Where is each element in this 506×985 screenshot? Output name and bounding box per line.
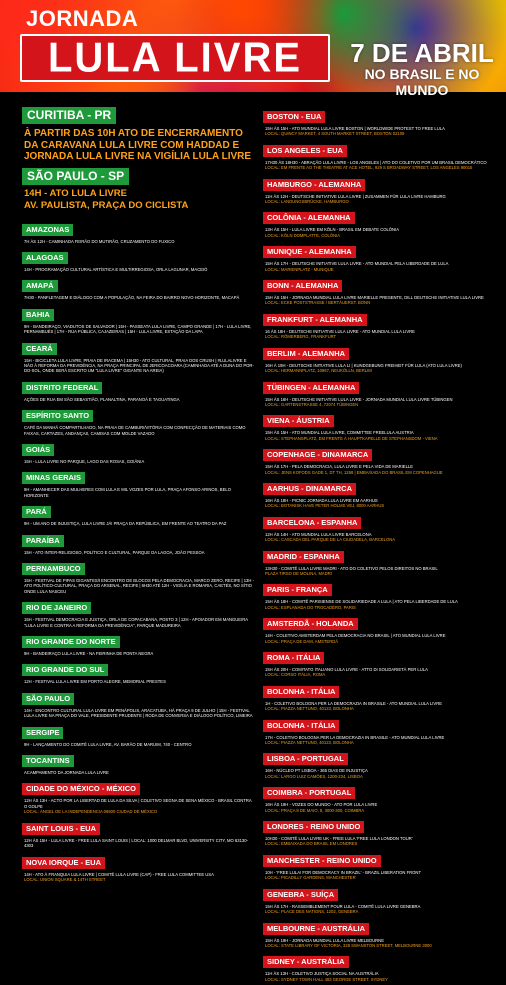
event-text: 9H - BANDEIRAÇO LULA LIVRE - NA FEIRINHA DE PONTA NEGRA <box>24 651 154 657</box>
main-title: LULA LIVRE <box>47 34 303 81</box>
event-text: 14H - PROGRAMAÇÃO CULTURAL ARTÍSTICA E MULTIRREGIOSA, ORLA LAGUNAR, MACEIÓ <box>24 266 208 272</box>
event-text: 16 ÀS 18H - DEUTSCHE INITIATIVE LULA LIVRE - ATO MUNDIAL LULA LIVRE <box>265 328 415 334</box>
event-text: 13H ÀS 15H - LULA LIVRE EM KÖLN - BRASIL EM DEBATE COLÔNIA <box>265 227 400 233</box>
location-label: COIMBRA - PORTUGAL <box>263 787 355 799</box>
event-location: LOCAL: ECKE POSTSTRASSE / BERTÄUERST. BONN <box>265 300 371 306</box>
event-section <box>263 478 501 509</box>
location-label: MELBOURNE - AUSTRÁLIA <box>263 923 369 935</box>
event-text: AÇÕES DE RUA EM SÃO SEBASTIÃO, PLANALTINA, PARANOÁ E TAGUATINGA <box>24 396 180 402</box>
location-label: PERNAMBUCO <box>22 563 85 575</box>
event-section <box>22 778 254 814</box>
location-label: BERLIM - ALEMANHA <box>263 348 349 360</box>
event-location: LOCAL: JENS KOFODS GADE 1, DT TH, 1268 | EMBAIXADA DO BRASIL EM COPENHAGUE <box>265 469 443 475</box>
event-text: 15H ÀS 17H - DEUTSCHE INITIATIVE LULA LIVRE - ATO MUNDIAL PELA LIBERDADE DE LULA <box>265 261 449 267</box>
location-label: SERGIPE <box>22 727 63 739</box>
event-location: LOCAL: HERMANNPLATZ, 10967, NEUKÖLLN, BERLIM <box>265 368 372 374</box>
event-location: LOCAL: PICADILLY GARDENS, MANCHESTER <box>265 875 356 881</box>
location-label: TÜBINGEN - ALEMANHA <box>263 382 359 394</box>
event-section <box>263 748 501 779</box>
event-section <box>263 106 501 137</box>
event-text: 12H ÀS 15H - LULA LIVRE - FREE LULA SAINT LOUIS | LOCAL: 1000 DELMAR BLVD, UNIVERSITY CITY, MO 63130-4303 <box>24 837 248 849</box>
event-text: 11H ÀS 12H - DEUTSCHE INITIATIVE LULA LIVRE | ZUSAMMEN FÜR LULA LIVRE HAMBURG <box>265 193 446 199</box>
event-section <box>22 219 254 244</box>
event-location: LOCAL: LARGO LUIZ CAMÕES, 1200-234, LISBOA <box>265 773 363 779</box>
event-section <box>263 951 501 982</box>
event-section <box>22 818 254 849</box>
event-location: LOCAL: QUINCY MARKET, 4 SOUTH MARKET STREET, BOSTON 02109 <box>265 131 405 137</box>
event-location: LOCAL: LANDUNGSBRÜCKE, HAMBURGO <box>265 199 349 205</box>
event-text: 15H ÀS 17H - PELA DEMOCRACIA, LULA LIVRE E PELA VIDA DE MARIELLE <box>265 464 414 470</box>
event-text: 15H - ATO INTER-RELIGIOSO, POLÍTICO E CULTURAL, PARQUE DA LAGOA, JOÃO PESSOA <box>24 549 205 555</box>
event-text: ACAMPAMENTO DA JORNADA LULA LIVRE <box>24 770 109 776</box>
event-section <box>22 467 254 498</box>
featured-text: À PARTIR DAS 10H ATO DE ENCERRAMENTO DA CARAVANA LULA LIVRE COM HADDAD E JORNADA LULA LIVRE NA VIGÍLIA LULA LIVRE <box>24 128 252 162</box>
event-section <box>22 439 254 464</box>
event-section <box>22 659 254 684</box>
left-event-list <box>22 219 254 883</box>
event-section <box>263 343 501 374</box>
event-text: 15H - FESTIVAL DEMOCRACIA E JUSTIÇA, ORLA DE COPACABANA, POSTO 3 | 12H - APOIADOR EM MANGUEIRA "LULA LIVRE E CONTRA A REFORMA DA PREVIDÊNCIA", PARQUE MADUREIRA <box>24 617 248 628</box>
event-location: LOCAL: RÖMERBERG, FRANKFURT <box>265 334 337 340</box>
event-text: 13H30 - COMITÊ LULA LIVRE MADRI - ATO DO COLETIVO PELOS DIREITOS NO BRASIL <box>265 565 438 571</box>
location-label: VIENA - ÁUSTRIA <box>263 415 334 427</box>
event-text: 15H ÀS 15H - ATO MUNDIAL LULA LIVRE, COMMITTEE FREELULA AUSTRIA <box>265 430 414 436</box>
event-text: 9H - BANDEIRAÇO, VIADUTOS DE SALVADOR | 15H - PASSEATA LULA LIVRE, CAMPO GRANDE | 17H - LULA LIVRE, PERNAMBUÉS | 17H - RUA PÚBLICA, CAJAZEIRAS | 15H - LULA LIVRE, ESTAÇÃO DA LAPA <box>24 323 252 335</box>
location-label: GOIÁS <box>22 444 54 456</box>
event-section <box>263 410 501 441</box>
event-text: 15H ÀS 19H - JORNADA MUNDIAL LULA LIVRE MELBOURNE <box>265 937 384 943</box>
event-text: 17H30 ÀS 18H30 - ABRAÇÃO LULA LIVRE - LOS ANGELES | ATO DO COLETIVO POR UM BRASIL DEMOCRÁTICO <box>265 159 487 165</box>
featured-sao-paulo <box>22 167 254 211</box>
location-label: FRANKFURT - ALEMANHA <box>263 314 367 326</box>
location-label: AARHUS - DINAMARCA <box>263 483 356 495</box>
column-right <box>263 106 501 985</box>
event-section <box>263 546 501 577</box>
featured-text: 14H - ATO LULA LIVRE <box>24 187 127 199</box>
location-label: CIDADE DO MÉXICO - MÉXICO <box>22 783 140 795</box>
location-label: ROMA - ITÁLIA <box>263 652 324 664</box>
event-location: LOCAL: EM FRENTE AO THE THEATRE AT ACE HOTEL, 929 S BROADWAY STREET, LOS ANGELES 90015 <box>265 165 473 171</box>
event-section <box>263 647 501 678</box>
event-text: 7H ÀS 12H - CAMINHADA FEIRÃO DO MUTIRÃO, CRUZAMENTO DO FUXICO <box>24 238 175 244</box>
jornada-label: JORNADA <box>26 6 139 31</box>
event-text: 15H ÀS 16H - DEUTSCHE INITIATIVE LULA LIVRE - JORNADA MUNDIAL LULA LIVRE TÜBINGEN <box>265 396 453 402</box>
event-text: 16H À 19H - DEUTSCHE INITIATIVE LULA LI | KUNDGEBUNG FREIHEIT FÜR LULA (ATO LULA LIVRE) <box>265 362 462 368</box>
event-section <box>263 579 501 610</box>
location-label: SAINT LOUIS - EUA <box>22 823 100 835</box>
event-section <box>22 750 254 775</box>
location-label: LOS ANGELES - EUA <box>263 145 347 157</box>
location-label: BAHIA <box>22 309 54 321</box>
event-text: 12H ÀS 13H - ACTO POR LA LIBERTAD DE LULA DA SILVA | COLETIVO SEGNA DE SENA MÉXICO - BRASIL CONTRA O GOLPE <box>24 798 252 809</box>
event-location: LOCAL: ÁNGEL DE LA INDEPENDENCIA 06500 CIUDAD DE MÉXICO <box>24 809 158 815</box>
featured-label: CURITIBA - PR <box>22 107 116 124</box>
event-location: LOCAL: PRAÇA 8 DE MAIO, 8, 3000-300, COIMBRA <box>265 807 365 813</box>
event-section <box>263 850 501 881</box>
event-section <box>263 918 501 949</box>
column-left <box>22 106 254 885</box>
event-location: LOCAL: EMBAIXADA DO BRASIL EM LONDRES <box>265 841 358 847</box>
location-label: SÃO PAULO <box>22 693 74 705</box>
location-label: MINAS GERAIS <box>22 472 85 484</box>
location-label: MUNIQUE - ALEMANHA <box>263 246 356 258</box>
event-scope: NO BRASIL E NO MUNDO <box>364 66 480 98</box>
event-section <box>263 275 501 306</box>
event-text: 15H - LULA LIVRE NO PARQUE, LAGO DAS ROSAS, GOIÂNIA <box>24 458 145 464</box>
location-label: RIO GRANDE DO NORTE <box>22 636 120 648</box>
event-text: 7H30 - PANFLETAGEM E DIÁLOGO COM A POPULAÇÃO, NA FEIRA DO BAIRRO NOVO HORIZONTE, MACAPÁ <box>24 295 240 301</box>
location-label: PARÁ <box>22 506 51 518</box>
event-text: 15H ÀS 15H - ATO MUNDIAL LULA LIVRE BOSTON | WORLDWIDE PROTEST TO FREE LULA <box>265 126 445 131</box>
event-section <box>263 613 501 644</box>
location-label: COLÔNIA - ALEMANHA <box>263 212 355 224</box>
event-section <box>263 444 501 475</box>
event-section <box>263 816 501 847</box>
event-section <box>22 501 254 526</box>
event-text: 12H - FESTIVAL LULA LIVRE EM PORTO ALEGRE, MEMORIAL PRESTES <box>24 679 166 685</box>
event-text: 15H ÀS 20H - COMITATO ITALIANO LULA LIVRE - ATTO DI SOLIDARIETÀ PER LULA <box>265 667 428 672</box>
event-location: LOCAL: UNION SQUARE & 14TH STREET <box>24 876 106 882</box>
featured-label: SÃO PAULO - SP <box>22 168 129 185</box>
title-box <box>20 34 330 82</box>
location-label: LISBOA - PORTUGAL <box>263 753 348 765</box>
event-section <box>22 377 254 402</box>
event-section <box>22 722 254 747</box>
header-banner <box>0 0 506 98</box>
event-section <box>22 530 254 555</box>
event-location: LOCAL: MARIENPLATZ - MUNIQUE <box>265 266 334 272</box>
event-section <box>263 782 501 813</box>
location-label: TOCANTINS <box>22 755 74 767</box>
event-location: LOCAL: CASCADA DEL PARQUE DE LA CIUDADELA, BARCELONA <box>265 537 396 543</box>
featured-curitiba <box>22 106 254 163</box>
event-location: LOCAL: PRAÇA DE DAM, AMSTERDÃ <box>265 638 339 644</box>
location-label: SIDNEY - AUSTRÁLIA <box>263 956 349 968</box>
location-label: DISTRITO FEDERAL <box>22 382 102 394</box>
location-label: GENEBRA - SUÍÇA <box>263 889 338 901</box>
event-text: 14H - ENCONTRO CULTURAL LULA LIVRE EM PENÁPOLIS, ARACATUBA, HÁ PRAÇA 9 DE JULHO | 15H - FESTIVAL LULA LIVRE NA PRAÇA DO VALE, PRESIDENTE PRUDENTE | RODA DE CONVERSA E DIÁLOGO POLÍTICO, LIMEIRA <box>24 707 253 719</box>
event-text: 16H - NÚCLEO PT LISBOA - 365 DIAS DE INJUSTIÇA <box>265 768 368 774</box>
event-text: 14H - COLETIVO AMSTERDAM PELA DEMOCRACIA NO BRASIL | ATO MUNDIAL LULA LIVRE <box>265 633 446 639</box>
event-section <box>263 140 501 171</box>
event-section <box>263 715 501 746</box>
event-section <box>22 247 254 272</box>
event-text: 9H - UM ANO DE INJUSTIÇA, LULA LIVRE JÁ! PRAÇA DA REPÚBLICA, EM FRENTE AO TEATRO DA PAZ <box>24 521 227 527</box>
event-section <box>22 338 254 374</box>
event-location: LOCAL: STEPHANSPLATZ, EM FRENTE À HAUPTKAPELLE DE STEPHANSDOM - VIENA <box>265 435 438 441</box>
location-label: AMAPÁ <box>22 280 58 292</box>
location-label: AMSTERDÃ - HOLANDA <box>263 618 358 630</box>
location-label: LONDRES - REINO UNIDO <box>263 821 364 833</box>
event-section <box>263 309 501 340</box>
event-text: CAFÉ DA MANHÃ COMPARTILHADO, NA PRAIA DE CAMBURI/VITÓRIA COM CONFECÇÃO DE MATERIAIS COMO FAIXAS, CARTAZES, ANDANÇAS, CAMISAS COM MOLDE VAZADO <box>24 425 246 436</box>
location-label: ESPÍRITO SANTO <box>22 410 93 422</box>
event-location: LOCAL: PIAZZA NETTUNO, 40123, BOLONHA <box>265 706 354 712</box>
event-text: 1H - COLETIVO BOLOGNA PER LA DEMOCRAZIA IN BRASILE - ATO MUNDIAL LULA LIVRE <box>265 700 443 706</box>
event-section <box>263 512 501 543</box>
event-section <box>263 377 501 408</box>
event-section <box>263 884 501 915</box>
event-text: 15H - BICICLETA LULA LIVRE, PRAIA DE IRACEMA | 15H30 - ATO CULTURAL, PRAIA DOS CRUSH | #LULALIVRE E NÃO À REFORMA DA PREVIDÊNCIA, NA PRAÇA PRINCIPAL DE JERICOACOARA (CAMINHADA ATÉ A DUNA DO POR-DO-SOL, ONDE SERÁ ESCRITO UM "LULA LIVRE" GIGANTE NA AREIA) <box>24 357 254 374</box>
event-section <box>22 631 254 656</box>
event-section <box>22 304 254 335</box>
location-label: NOVA IORQUE - EUA <box>22 857 105 869</box>
location-label: ALAGOAS <box>22 252 68 264</box>
event-text: 15H ÀS 18H - COMITÊ PARISIENSE DE SOLIDARIEDADE A LULA | ATO PELA LIBERDADE DE LULA <box>265 599 458 605</box>
location-label: RIO GRANDE DO SUL <box>22 664 108 676</box>
event-text: 9H - LANÇAMENTO DO COMITÊ LULA LIVRE, AV. BARÃO DE MARUIM, 740 - CENTRO <box>24 741 192 747</box>
right-event-list <box>263 106 501 982</box>
location-label: MADRID - ESPANHA <box>263 551 344 563</box>
location-label: RIO DE JANEIRO <box>22 602 91 614</box>
location-label: BOSTON - EUA <box>263 111 325 123</box>
location-label: BARCELONA - ESPANHA <box>263 517 361 529</box>
location-label: BONN - ALEMANHA <box>263 280 342 292</box>
location-label: PARAÍBA <box>22 535 64 547</box>
event-text: 14H - ATO À FRANQUIA LULA LIVRE | COMITÊ LULA LIVRE (CAP) - FREE LULA COMMITTEE USA <box>24 871 214 877</box>
location-label: COPENHAGE - DINAMARCA <box>263 449 372 461</box>
event-location: LOCAL: CORSO ITÁLIA, ROMA <box>265 672 326 678</box>
event-location: LOCAL: PIAZZA NETTUNO, 40123, BOLONHA <box>265 740 354 746</box>
event-section <box>22 597 254 628</box>
event-text: 16H ÀS 19H - VOZES DO MUNDO - ATO POR LULA LIVRE <box>265 802 378 808</box>
event-text: 15H ÀS 15H - JORNADA MUNDIAL LULA LIVRE MARIELLE PRESENTE, DILL DEUTSCHE INITIATIVE LULA LIVRE <box>265 295 484 301</box>
event-section <box>22 688 254 719</box>
event-text: 10H30 - COMITÊ LULA LIVRE UK - FREE LULA 'FREE LULA LONDON TOUR' <box>265 836 413 842</box>
event-text: 15H - FESTIVAL DE PIPAS GIGANTES/I ENCONTRO DE BLOCOS PELA DEMOCRACIA, MARCO ZERO, RECIFE | 13H - ATO POLÍTICO-CULTURAL, PRAÇA DO ARSENAL, RECIFE | 6H30 ATÉ 12H - VIGÍLIA E ROMARIA, CAETÉS, NO SÍTIO ONDE LULA NASCEU <box>24 578 254 594</box>
event-location: LOCAL: BOTANISK HAVE PETER HOLMS VEJ, 8000 AARHUS <box>265 503 385 509</box>
event-text: 15H ÀS 17H - RASSEMBLEMENT POUR LULA - COMITÊ LULA LIVRE GENEBRA <box>265 903 421 909</box>
event-text: 16H ÀS 18H - PICNIC JORNADA LULA LIVRE EM AARHUS <box>265 497 378 503</box>
location-label: CEARÁ <box>22 343 57 355</box>
event-text: 9H - AMANHECER DAS MULHERES COM LULA E MIL VOZES POR LULA, PRAÇA AFONSO ARINOS, BELO HORIZONTE <box>24 487 231 498</box>
location-label: HAMBURGO - ALEMANHA <box>263 179 365 191</box>
event-section <box>22 852 254 883</box>
event-text: 11H ÀS 13H - COLETIVO JUSTIÇA SOCIAL NA AUSTRÁLIA <box>265 971 379 977</box>
location-label: PARIS - FRANÇA <box>263 584 332 596</box>
event-location: LOCAL: GARTENSTRASSE 4, 72074 TÜBINGEN <box>265 401 359 407</box>
event-text: 17H - COLETIVO BOLOGNA PER LA DEMOCRAZIA IN BRASILE - ATO MUNDIAL LULA LIVRE <box>265 734 445 740</box>
event-location: LOCAL: SYDNEY TOWN HALL 483 GEORGE STREET, SYDNEY <box>265 976 388 982</box>
location-label: BOLONHA - ITÁLIA <box>263 686 339 698</box>
event-location: LOCAL: KÖLN DOMPLATTE, COLÔNIA <box>265 232 341 238</box>
event-section <box>22 405 254 436</box>
schedule-content <box>0 92 506 982</box>
event-date: 7 DE ABRIL <box>350 38 494 68</box>
event-section <box>263 207 501 238</box>
event-section <box>22 275 254 300</box>
event-location: LOCAL: PLACE DES NATIONS, 1202, GENEBRA <box>265 909 359 915</box>
location-label: MANCHESTER - REINO UNIDO <box>263 855 381 867</box>
event-location: LOCAL: STATE LIBRARY OF VICTORIA, 328 SWANSTON STREET, MELBOURNE 3000 <box>265 942 432 948</box>
event-text: 10H - 'FREE LULA! FOR DEMOCRACY IN BRAZIL' - BRAZIL LIBERATION FRONT <box>265 869 422 875</box>
event-location: PLAZA TIRSO DE MOLINA, MADRI <box>265 570 332 576</box>
location-label: BOLONHA - ITÁLIA <box>263 720 339 732</box>
featured-location: AV. PAULISTA, PRAÇA DO CICLISTA <box>24 199 189 211</box>
event-section <box>263 681 501 712</box>
location-label: AMAZONAS <box>22 224 73 236</box>
event-text: 12H ÀS 14H - ATO MUNDIAL LULA LIVRE BARCELONA <box>265 531 372 537</box>
event-section <box>263 241 501 272</box>
event-section <box>22 558 254 594</box>
event-section <box>263 174 501 205</box>
event-location: LOCAL: ESPLANADA DO TROCADÉRO, PARIS <box>265 604 356 610</box>
